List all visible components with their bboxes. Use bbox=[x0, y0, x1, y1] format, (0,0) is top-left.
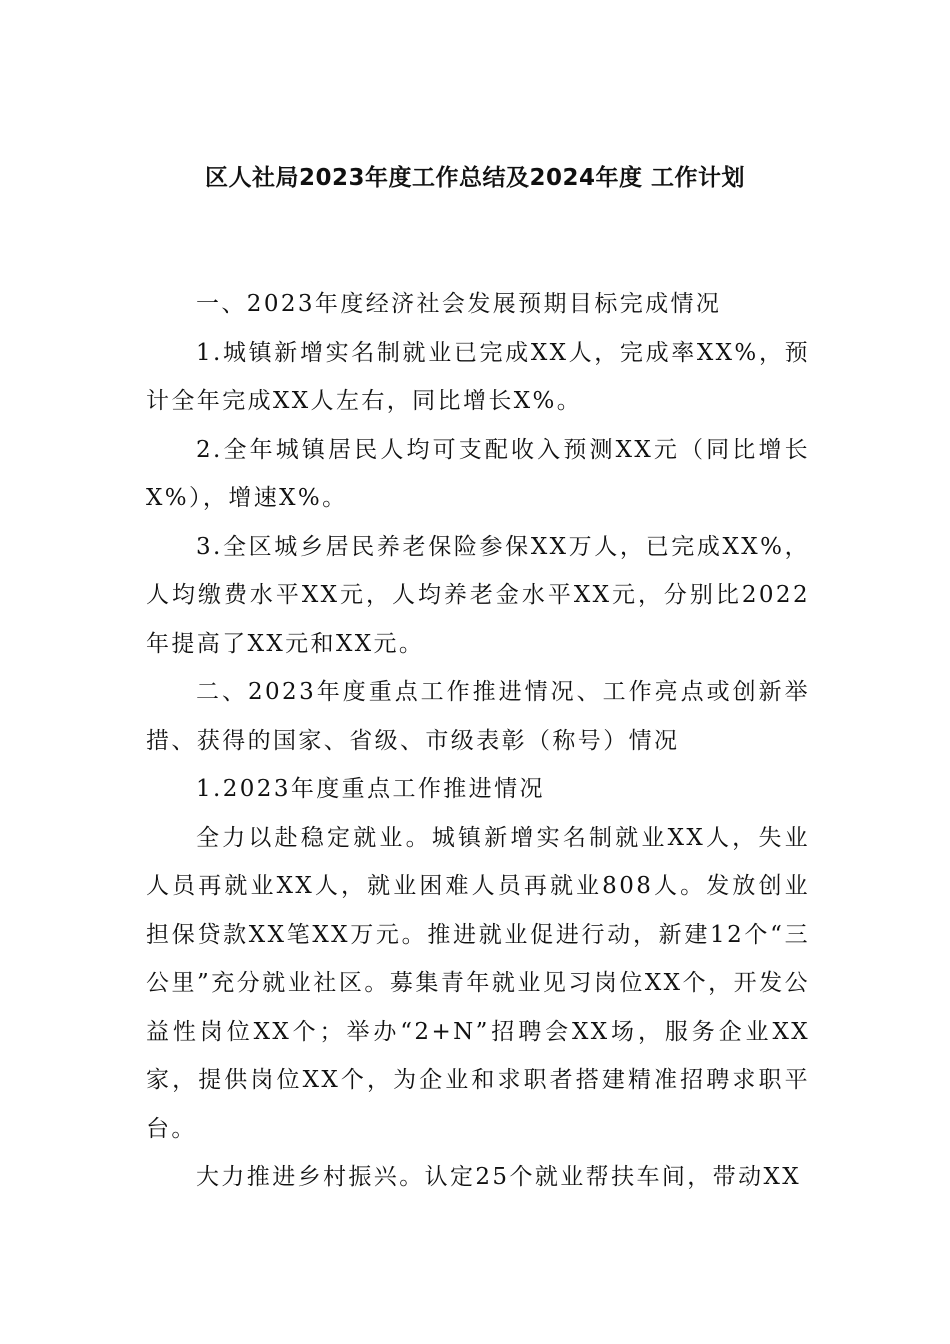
paragraph-pension-target: 3.全区城乡居民养老保险参保XX万人，已完成XX%，人均缴费水平XX元，人均养老金水平XX元，分别比2022年提高了XX元和XX元。 bbox=[146, 533, 810, 657]
paragraph-stable-employment: 全力以赴稳定就业。城镇新增实名制就业XX人，失业人员再就业XX人，就业困难人员再就业808人。发放创业担保贷款XX笔XX万元。推进就业促进行动，新建12个“三公里”充分就业社区。募集青年就业见习岗位XX个，开发公益性岗位XX个；举办“2+N”招聘会XX场，服务企业XX家，提供岗位XX个，为企业和求职者搭建精准招聘求职平台。 bbox=[146, 824, 810, 1142]
paragraph-income-target: 2.全年城镇居民人均可支配收入预测XX元（同比增长X%），增速X%。 bbox=[146, 436, 810, 511]
paragraph-employment-target: 1.城镇新增实名制就业已完成XX人，完成率XX%，预计全年完成XX人左右，同比增长X%。 bbox=[146, 339, 810, 414]
section-heading-2: 二、2023年度重点工作推进情况、工作亮点或创新举措、获得的国家、省级、市级表彰（称号）情况 bbox=[146, 679, 810, 754]
paragraph-rural-revitalization: 大力推进乡村振兴。认定25个就业帮扶车间，带动XX bbox=[196, 1164, 802, 1190]
document-title: 区人社局2023年度工作总结及2024年度 工作计划 bbox=[204, 165, 746, 191]
document-body bbox=[146, 280, 810, 1202]
section-heading-1: 一、2023年度经济社会发展预期目标完成情况 bbox=[196, 291, 722, 317]
subsection-heading-1: 1.2023年度重点工作推进情况 bbox=[196, 776, 545, 802]
